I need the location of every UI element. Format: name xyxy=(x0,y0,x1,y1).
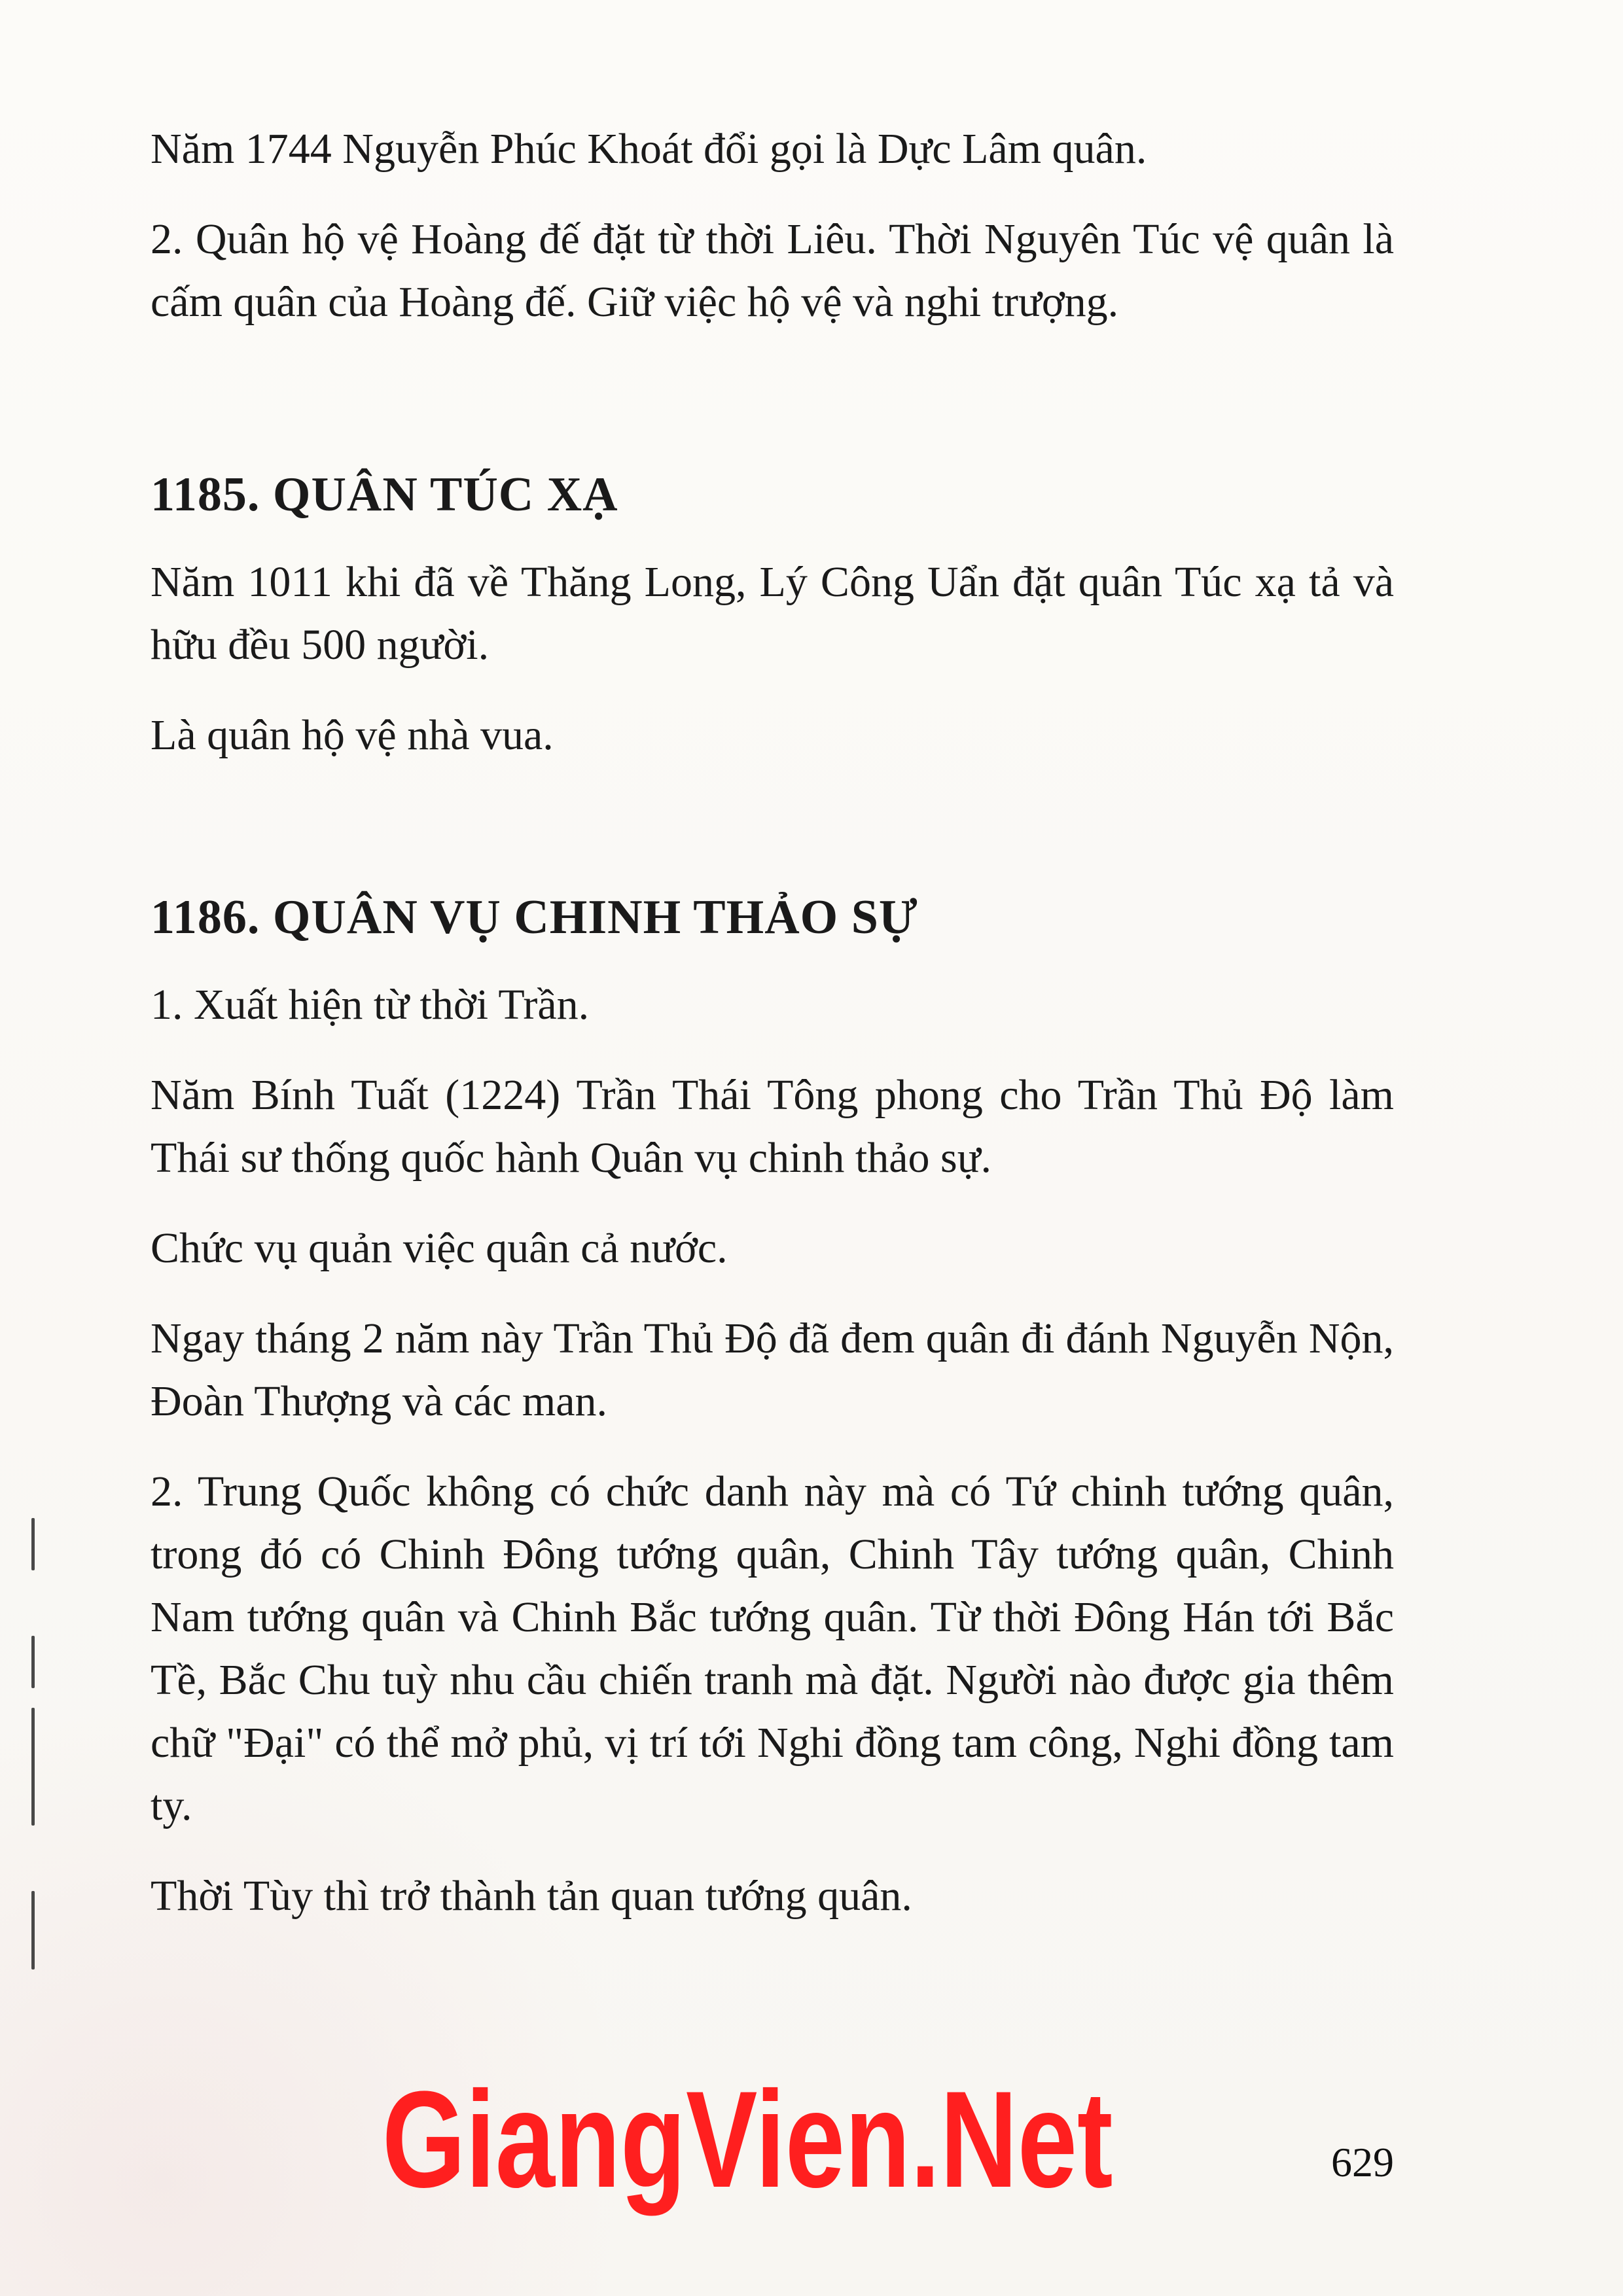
spacer xyxy=(151,361,1394,463)
page-content xyxy=(151,118,1394,1955)
paragraph: 1. Xuất hiện từ thời Trần. xyxy=(151,981,590,1029)
watermark-text: GiangVien.Net xyxy=(382,2062,1113,2216)
paragraph: Là quân hộ vệ nhà vua. xyxy=(151,711,554,759)
paragraph: Thời Tùy thì trở thành tản quan tướng quân. xyxy=(151,1872,912,1920)
section-heading-1186: 1186. QUÂN VỤ CHINH THẢO SỰ xyxy=(151,891,918,944)
paragraph: 2. Quân hộ vệ Hoàng đế đặt từ thời Liêu. Thời Nguyên Túc vệ quân là cấm quân của Hoàng đế. Giữ việc hộ vệ và nghi trượng. xyxy=(151,215,1394,326)
scan-edge-mark xyxy=(31,1636,35,1688)
spacer xyxy=(151,949,1394,974)
section-heading-1185: 1185. QUÂN TÚC XẠ xyxy=(151,468,618,521)
paragraph: Năm Bính Tuất (1224) Trần Thái Tông phong cho Trần Thủ Độ làm Thái sư thống quốc hành Quân vụ chinh thảo sự. xyxy=(151,1071,1394,1182)
paragraph: Năm 1744 Nguyễn Phúc Khoát đổi gọi là Dực Lâm quân. xyxy=(151,125,1147,173)
page-number: 629 xyxy=(1331,2139,1394,2185)
paragraph: Chức vụ quản việc quân cả nước. xyxy=(151,1224,728,1272)
scan-edge-mark xyxy=(31,1891,35,1969)
paragraph: 2. Trung Quốc không có chức danh này mà có Tứ chinh tướng quân, trong đó có Chinh Đông tướng quân, Chinh Tây tướng quân, Chinh Nam tướng quân và Chinh Bắc tướng quân. Từ thời Đông Hán tới Bắc Tề, Bắc Chu tuỳ nhu cầu chiến tranh mà đặt. Người nào được gia thêm chữ "Đại" có thể mở phủ, vị trí tới Nghi đồng tam công, Nghi đồng tam ty. xyxy=(151,1468,1394,1829)
paragraph: Ngay tháng 2 năm này Trần Thủ Độ đã đem quân đi đánh Nguyễn Nộn, Đoàn Thượng và các man. xyxy=(151,1315,1394,1425)
paragraph: Năm 1011 khi đã về Thăng Long, Lý Công Uẩn đặt quân Túc xạ tả và hữu đều 500 người. xyxy=(151,558,1394,669)
spacer xyxy=(151,794,1394,886)
spacer xyxy=(151,526,1394,551)
scan-edge-mark xyxy=(31,1518,35,1570)
scan-edge-mark xyxy=(31,1708,35,1826)
